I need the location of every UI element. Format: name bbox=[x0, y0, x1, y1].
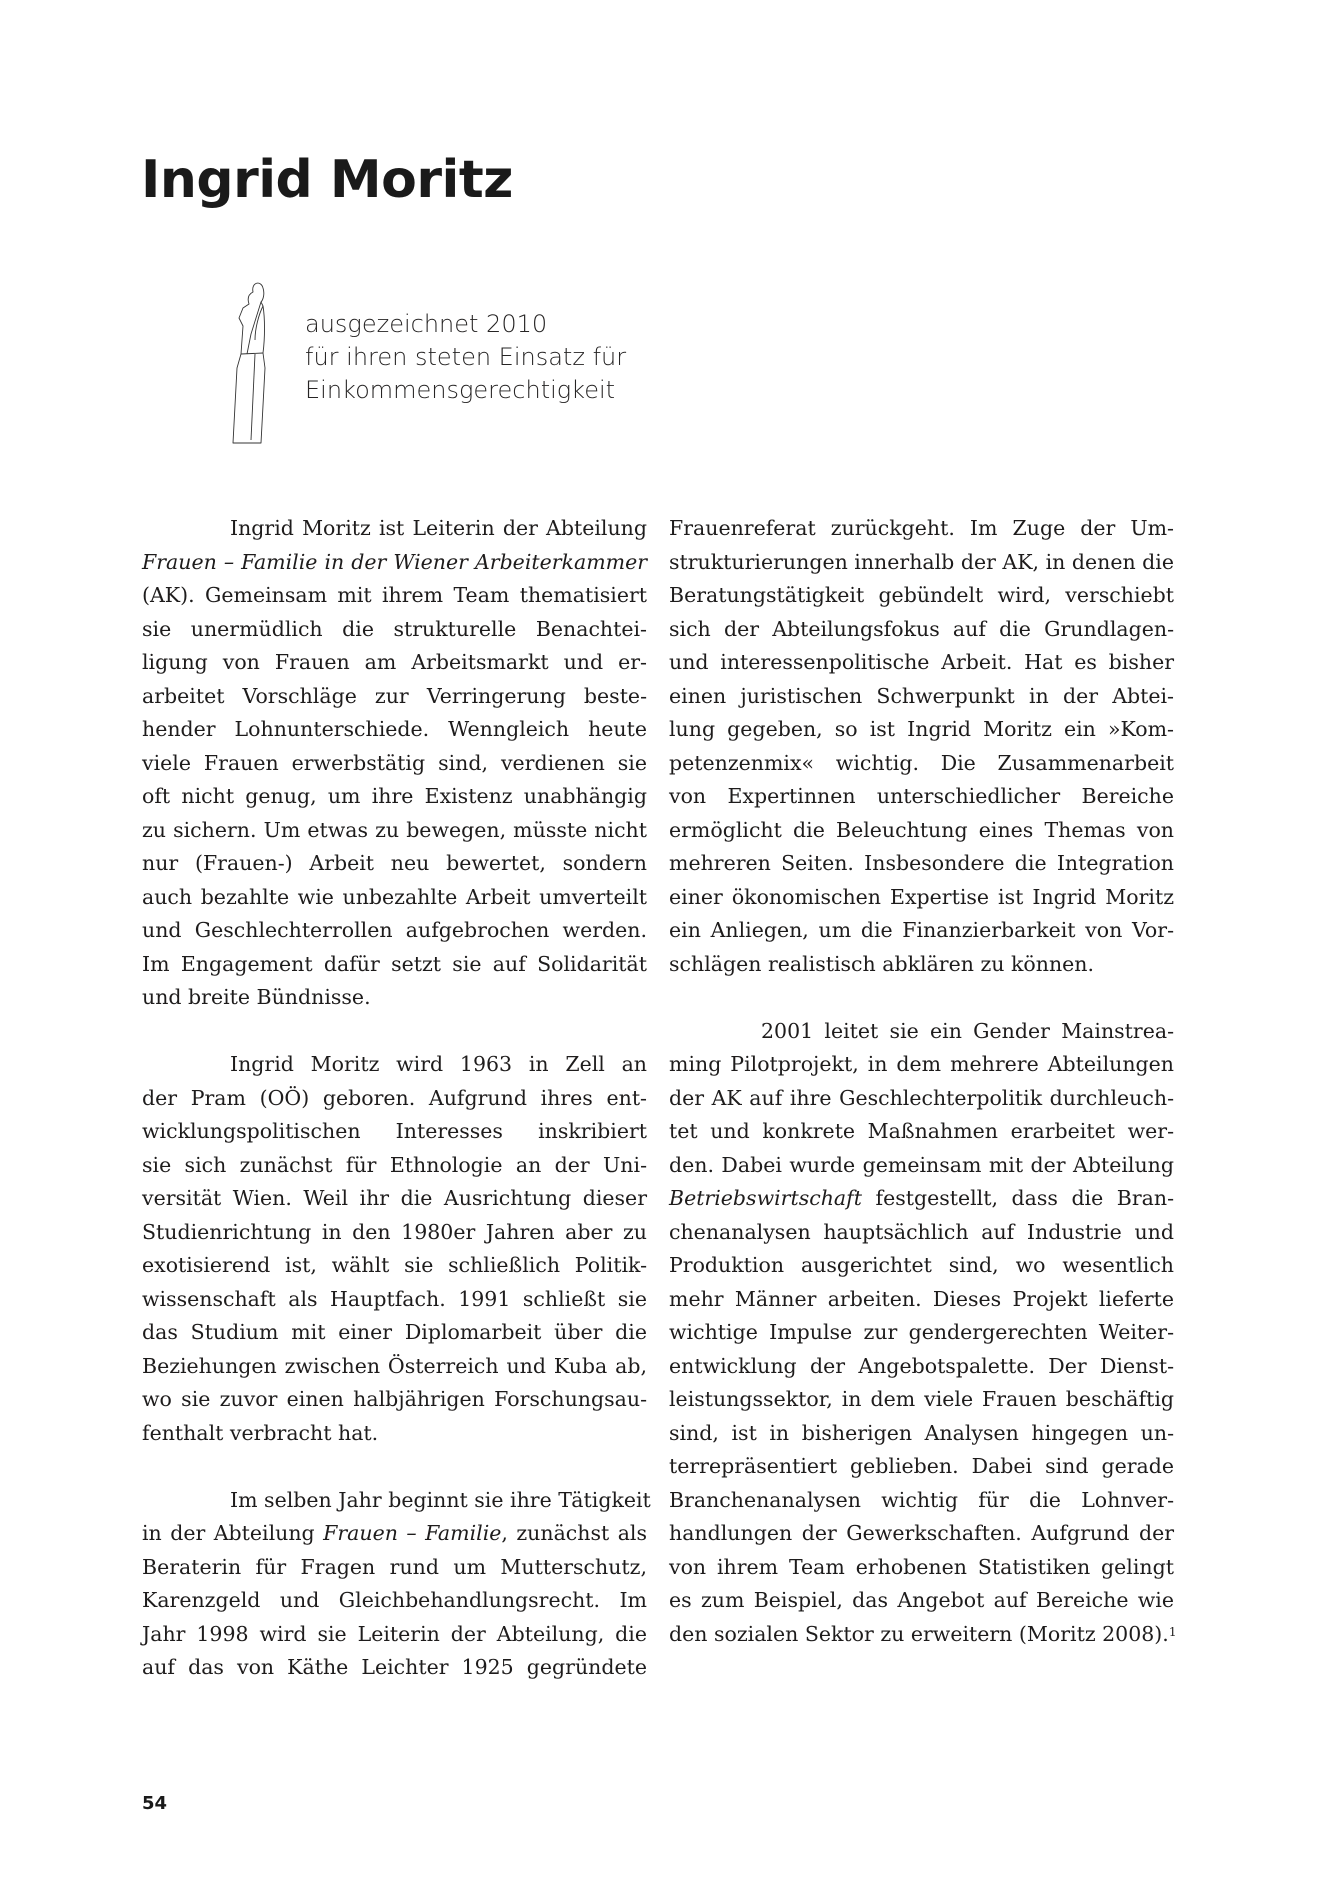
text-line: Ingrid Moritz ist Leiterin der Abteilung bbox=[230, 516, 647, 540]
text-line: der AK auf ihre Geschlechterpolitik durchleuch- bbox=[669, 1085, 1174, 1110]
department-name: Betriebswirtschaft bbox=[669, 1186, 862, 1210]
text-line: auch bezahlte wie unbezahlte Arbeit umverteilt bbox=[142, 884, 647, 909]
text-line: ein Anliegen, um die Finanzierbarkeit von Vor- bbox=[669, 918, 1174, 942]
text-line: Jahr 1998 wird sie Leiterin der Abteilung, die bbox=[142, 1621, 647, 1646]
text-line: arbeitet Vorschläge zur Verringerung beste- bbox=[142, 683, 647, 708]
text-line bbox=[142, 1517, 647, 1551]
text-line: Produktion ausgerichtet sind, wo wesentlich bbox=[669, 1253, 1174, 1277]
text-line: mehr Männer arbeiten. Dieses Projekt lieferte bbox=[669, 1286, 1174, 1311]
text-line: lung gegeben, so ist Ingrid Moritz ein »Kom- bbox=[669, 717, 1174, 741]
text-line: hender Lohnunterschiede. Wenngleich heute bbox=[142, 717, 647, 741]
text-line: sie unermüdlich die strukturelle Benachtei- bbox=[142, 616, 647, 641]
text-line: und interessenpolitische Arbeit. Hat es bisher bbox=[669, 650, 1174, 674]
award-line: für ihren steten Einsatz für bbox=[305, 343, 627, 371]
text-line: handlungen der Gewerkschaften. Aufgrund der bbox=[669, 1521, 1174, 1545]
text-run: , zunächst als bbox=[501, 1521, 647, 1545]
text-line: oft nicht genug, um ihre Existenz unabhängig bbox=[142, 784, 647, 808]
paragraph bbox=[142, 1048, 647, 1450]
left-column bbox=[142, 512, 651, 1718]
text-line: Ingrid Moritz wird 1963 in Zell an bbox=[230, 1052, 647, 1076]
text-line: einer ökonomischen Expertise ist Ingrid Moritz bbox=[669, 884, 1174, 909]
text-line: sie sich zunächst für Ethnologie an der Uni- bbox=[142, 1152, 647, 1177]
text-line: und breite Bündnisse. bbox=[142, 985, 371, 1009]
footnote-reference[interactable]: 1 bbox=[1168, 1624, 1177, 1639]
text-line: versität Wien. Weil ihr die Ausrichtung dieser bbox=[142, 1186, 647, 1210]
text-run: festgestellt, dass die Bran- bbox=[861, 1186, 1174, 1210]
paragraph bbox=[669, 512, 1174, 981]
text-line: zu sichern. Um etwas zu bewegen, müsste nicht bbox=[142, 817, 647, 842]
text-line: Im selben Jahr beginnt sie ihre Tätigkeit bbox=[230, 1487, 651, 1512]
text-line: Branchenanalysen wichtig für die Lohnver- bbox=[669, 1487, 1174, 1512]
paragraph bbox=[142, 512, 647, 1015]
text-line: petenzenmix« wichtig. Die Zusammenarbeit bbox=[669, 750, 1174, 775]
text-line: entwicklung der Angebotspalette. Der Dienst- bbox=[669, 1353, 1174, 1378]
text-line: schlägen realistisch abklären zu können. bbox=[669, 951, 1094, 976]
text-line: sind, ist in bisherigen Analysen hingegen un- bbox=[669, 1420, 1174, 1445]
text-line bbox=[669, 1182, 1174, 1216]
text-line: Im Engagement dafür setzt sie auf Solidarität bbox=[142, 951, 647, 976]
paragraph bbox=[669, 1015, 1177, 1652]
text-line bbox=[669, 1618, 1177, 1652]
text-line: ming Pilotprojekt, in dem mehrere Abteilungen bbox=[669, 1052, 1174, 1076]
text-line: exotisierend ist, wählt sie schließlich Politik- bbox=[142, 1253, 647, 1277]
text-line: strukturierungen innerhalb der AK, in denen die bbox=[669, 549, 1174, 574]
department-name: Frauen – Familie bbox=[323, 1521, 502, 1545]
award-line: ausgezeichnet 2010 bbox=[305, 310, 548, 338]
text-line: von ihrem Team erhobenen Statistiken gelingt bbox=[669, 1554, 1174, 1579]
page-number: 54 bbox=[142, 1793, 168, 1814]
text-line: Karenzgeld und Gleichbehandlungsrecht. Im bbox=[142, 1588, 647, 1612]
text-line: und Geschlechterrollen aufgebrochen werden. bbox=[142, 918, 647, 942]
text-line: einen juristischen Schwerpunkt in der Abtei- bbox=[669, 683, 1174, 708]
text-line: 2001 leitet sie ein Gender Mainstrea- bbox=[761, 1018, 1174, 1043]
text-line: Frauen – Familie in der Wiener Arbeiterkammer bbox=[142, 549, 647, 574]
text-line: chenanalysen hauptsächlich auf Industrie und bbox=[669, 1219, 1174, 1244]
text-line: wichtige Impulse zur gendergerechten Weiter- bbox=[669, 1320, 1174, 1344]
text-line: es zum Beispiel, das Angebot auf Bereiche wie bbox=[669, 1588, 1174, 1612]
text-line: Studienrichtung in den 1980er Jahren aber zu bbox=[142, 1219, 647, 1244]
text-line: ermöglicht die Beleuchtung eines Themas von bbox=[669, 817, 1174, 842]
page-title: Ingrid Moritz bbox=[141, 150, 513, 210]
text-line: Beratungstätigkeit gebündelt wird, verschiebt bbox=[669, 583, 1174, 607]
text-line: von Expertinnen unterschiedlicher Bereiche bbox=[669, 784, 1174, 808]
text-run: in der Abteilung bbox=[142, 1521, 324, 1545]
text-line: wissenschaft als Hauptfach. 1991 schließt sie bbox=[142, 1286, 647, 1311]
paragraph bbox=[142, 1484, 651, 1685]
text-line: mehreren Seiten. Insbesondere die Integration bbox=[669, 851, 1174, 875]
text-line: leistungssektor, in dem viele Frauen beschäftig bbox=[669, 1387, 1174, 1411]
text-line: viele Frauen erwerbstätig sind, verdienen sie bbox=[142, 750, 647, 775]
award-caption bbox=[305, 308, 626, 407]
text-line: terrepräsentiert geblieben. Dabei sind gerade bbox=[669, 1454, 1174, 1478]
text-line: wicklungspolitischen Interesses inskribiert bbox=[142, 1119, 647, 1143]
right-column bbox=[669, 512, 1177, 1685]
text-line: den. Dabei wurde gemeinsam mit der Abteilung bbox=[669, 1152, 1174, 1177]
text-line: auf das von Käthe Leichter 1925 gegründete bbox=[142, 1655, 647, 1679]
text-line: nur (Frauen-) Arbeit neu bewertet, sondern bbox=[142, 851, 647, 875]
text-line: Beraterin für Fragen rund um Mutterschutz, bbox=[142, 1554, 647, 1579]
text-line: (AK). Gemeinsam mit ihrem Team thematisiert bbox=[142, 583, 647, 607]
text-line: sich der Abteilungsfokus auf die Grundlagen- bbox=[669, 616, 1174, 641]
text-run: den sozialen Sektor zu erweitern (Moritz 2008). bbox=[669, 1621, 1169, 1646]
text-line: das Studium mit einer Diplomarbeit über die bbox=[142, 1320, 647, 1344]
text-line: fenthalt verbracht hat. bbox=[142, 1420, 379, 1445]
text-line: Beziehungen zwischen Österreich und Kuba ab, bbox=[142, 1353, 647, 1378]
text-line: tet und konkrete Maßnahmen erarbeitet wer- bbox=[669, 1119, 1174, 1143]
text-line: wo sie zuvor einen halbjährigen Forschungsau- bbox=[142, 1387, 647, 1411]
text-line: ligung von Frauen am Arbeitsmarkt und er- bbox=[142, 650, 647, 674]
award-line: Einkommensgerechtigkeit bbox=[305, 376, 616, 404]
text-line: der Pram (OÖ) geboren. Aufgrund ihres ent- bbox=[142, 1085, 647, 1110]
text-line: Frauenreferat zurückgeht. Im Zuge der Um- bbox=[669, 516, 1174, 540]
